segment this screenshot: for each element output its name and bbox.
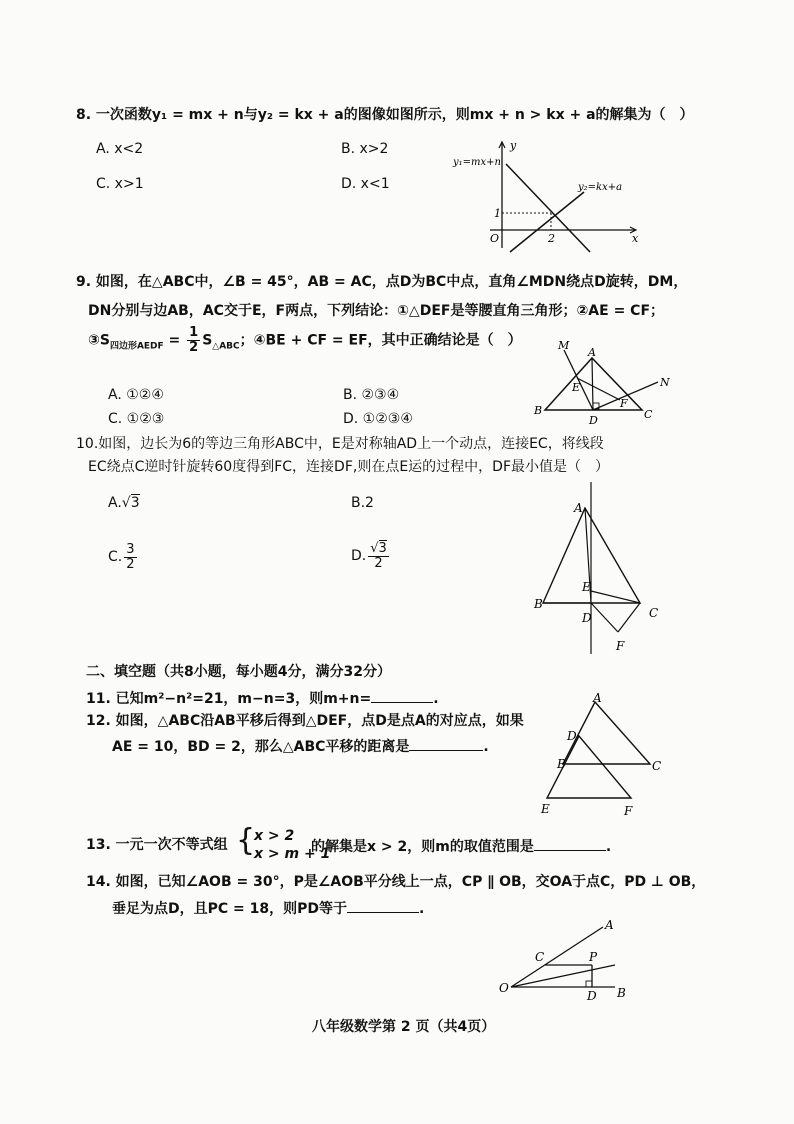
q9-label-f: F: [620, 397, 628, 410]
q8-label-y2: y₂=kx+a: [578, 182, 623, 193]
q12-figure: [535, 692, 665, 822]
q12-line1: 12. 如图，△ABC沿AB平移后得到△DEF，点D是点A的对应点，如果: [86, 713, 524, 729]
q12-label-e: E: [541, 802, 550, 816]
q9-label-n: N: [660, 376, 670, 389]
q14-label-b: B: [617, 986, 626, 1000]
q9-label-m: M: [558, 339, 570, 352]
q9-label-a: A: [588, 346, 596, 359]
q9-line2: DN分别与边AB，AC交于E，F两点，下列结论：①△DEF是等腰直角三角形；②AE = CF；: [88, 303, 665, 319]
q9-option-c: C. ①②③: [108, 411, 165, 427]
q10-label-a: A: [574, 501, 583, 515]
q14-figure: [495, 915, 635, 1005]
q14-label-o: O: [499, 981, 509, 995]
q14-label-a: A: [605, 918, 614, 932]
q8-stem: 8. 一次函数y₁ = mx + n与y₂ = kx + a的图像如图所示，则mx + n > kx + a的解集为（ ）: [76, 107, 694, 123]
q9-figure: [530, 338, 680, 433]
page-footer: 八年级数学第 2 页（共4页）: [312, 1019, 496, 1035]
q9-label-d: D: [589, 414, 598, 427]
q14-right-angle: [586, 981, 592, 987]
q8-option-b: B. x>2: [341, 141, 389, 157]
q8-line-y2: [510, 192, 584, 252]
q10-segment-fc: [618, 603, 640, 632]
q8-label-2: 2: [548, 232, 555, 245]
q12-label-f: F: [624, 804, 633, 818]
q10-label-f: F: [616, 639, 625, 653]
q10-figure: [530, 478, 670, 656]
q8-label-y: y: [510, 139, 517, 152]
q14-bisector: [511, 965, 615, 987]
section2-heading: 二、填空题（共8小题，每小题4分，满分32分）: [86, 664, 391, 680]
q11-text: 11. 已知m²−n²=21，m−n=3，则m+n= .: [86, 688, 439, 708]
q9-segment-ad: [592, 358, 593, 410]
q13-post: 的解集是x > 2，则m的取值范围是 .: [311, 836, 611, 856]
q9-option-b: B. ②③④: [343, 387, 400, 403]
q9-line3b: S: [202, 332, 213, 349]
q9-line3a: ③S: [88, 332, 110, 349]
q8-label-1: 1: [494, 207, 501, 220]
q9-line1: 9. 如图，在△ABC中，∠B = 45°，AB = AC，点D为BC中点，直角∠MDN绕点D旋转，DM，: [76, 274, 688, 290]
q10-label-c: C: [649, 606, 659, 620]
q8-label-x: x: [632, 232, 639, 245]
q12-label-c: C: [652, 759, 662, 773]
q12-line2: AE = 10，BD = 2，那么△ABC平移的距离是 .: [112, 736, 489, 756]
q9-ray-dm: [564, 350, 593, 410]
q10-option-c: C. $\frac{3}{2}$: [108, 541, 135, 572]
q10-segment-ec: [591, 591, 640, 603]
q14-label-c: C: [535, 950, 545, 964]
q14-label-p: P: [589, 950, 598, 964]
q12-label-d: D: [567, 729, 577, 743]
q9-label-c: C: [644, 408, 653, 421]
q13-brace: {: [236, 823, 256, 858]
q13-pre: 13. 一元一次不等式组: [86, 837, 228, 853]
q8-option-c: C. x>1: [96, 176, 144, 192]
q9-half: $\frac{1}{2}$: [189, 325, 199, 355]
q14-blank[interactable]: [347, 898, 419, 913]
q9-sub1: 四边形AEDF: [109, 341, 164, 352]
q12-blank[interactable]: [409, 736, 483, 751]
q10-option-b: B.2: [351, 495, 374, 511]
q11-blank[interactable]: [371, 688, 433, 703]
q10-line2: EC绕点C逆时针旋转60度得到FC，连接DF,则在点E运的过程中，DF最小值是（ ）: [88, 459, 609, 475]
q13-sys1: x > 2: [254, 828, 295, 844]
q10-line1: 10.如图，边长为6的等边三角形ABC中，E是对称轴AD上一个动点，连接EC，将线段: [76, 436, 604, 452]
q8-figure: [450, 138, 650, 258]
q10-option-d: D. $\frac{√3}{2}$: [351, 540, 387, 571]
q9-option-d: D. ①②③④: [343, 411, 413, 427]
q9-eq: =: [163, 332, 186, 349]
q9-line3c: ；④BE + CF = EF，其中正确结论是（ ）: [239, 332, 522, 349]
q12-label-a: A: [593, 691, 602, 705]
q10-label-e: E: [582, 580, 591, 594]
q8-option-d: D. x<1: [341, 176, 390, 192]
q9-label-b: B: [534, 404, 543, 417]
q8-option-a: A. x<2: [96, 141, 144, 157]
q9-line3: [88, 326, 522, 354]
q14-line1: 14. 如图，已知∠AOB = 30°，P是∠AOB平分线上一点，CP ∥ OB，交OA于点C，PD ⊥ OB，: [86, 874, 706, 890]
q9-sub2: △ABC: [212, 341, 240, 352]
q13-blank[interactable]: [534, 836, 606, 851]
q9-label-e: E: [572, 381, 581, 394]
q8-label-o: O: [490, 232, 500, 245]
q8-label-y1: y₁=mx+n: [453, 157, 501, 168]
q10-label-b: B: [534, 597, 543, 611]
q10-option-a: A.√3: [108, 495, 140, 511]
q14-line2: 垂足为点D，且PC = 18，则PD等于 .: [112, 898, 424, 918]
q14-label-d: D: [587, 989, 597, 1003]
q9-option-a: A. ①②④: [108, 387, 164, 403]
q12-label-b: B: [557, 757, 566, 771]
q10-label-d: D: [582, 611, 592, 625]
q13-sys2: x > m + 1: [254, 846, 331, 862]
q10-segment-df: [591, 603, 618, 632]
